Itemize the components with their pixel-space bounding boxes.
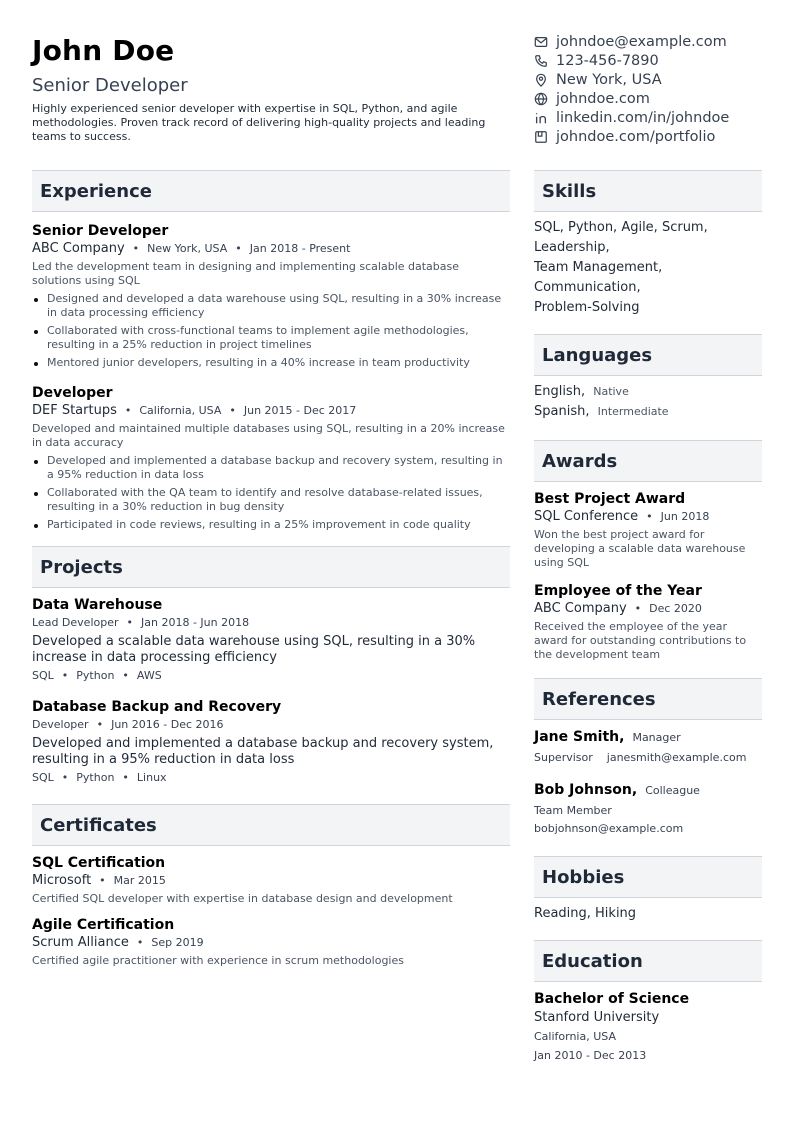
award-item	[534, 582, 762, 662]
project-description: Developed a scalable data warehouse using SQL, resulting in a 30% increase in data processing efficiency	[32, 634, 476, 665]
reference-name: Bob Johnson,	[534, 782, 638, 798]
award-issuer: ABC Company	[534, 601, 627, 616]
reference-details	[534, 820, 762, 838]
separator-dot: •	[136, 936, 144, 949]
award-date: Jun 2018	[660, 510, 710, 523]
certificate-issuer: Scrum Alliance	[32, 935, 129, 950]
job-meta	[32, 402, 510, 420]
job-dates: Jan 2018 - Present	[249, 242, 351, 255]
skills-line: Leadership,	[534, 240, 610, 255]
skills-line: Communication,	[534, 280, 641, 295]
project-meta	[32, 716, 510, 734]
education-heading: Education	[534, 940, 762, 982]
certificate-date: Sep 2019	[151, 936, 204, 949]
separator-dot: •	[634, 602, 642, 615]
contact-phone-text: 123-456-7890	[556, 52, 659, 69]
certificate-meta	[32, 934, 510, 952]
language-level: Native	[593, 385, 629, 398]
language-name: English,	[534, 384, 586, 399]
experience-item	[32, 384, 510, 532]
contact-website[interactable]	[534, 89, 774, 108]
award-name: Employee of the Year	[534, 583, 702, 599]
separator-dot: •	[122, 669, 129, 682]
job-location: New York, USA	[147, 242, 228, 255]
project-dates: Jan 2018 - Jun 2018	[141, 616, 250, 629]
certificates-heading: Certificates	[32, 804, 510, 846]
award-description: Won the best project award for developing a scalable data warehouse using SQL	[534, 528, 746, 569]
linkedin-icon	[534, 111, 548, 125]
reference-header	[534, 781, 762, 800]
project-tag: Python	[76, 669, 115, 682]
job-bullet: Participated in code reviews, resulting in a 25% improvement in code quality	[32, 518, 510, 532]
projects-heading: Projects	[32, 546, 510, 588]
contact-portfolio[interactable]	[534, 127, 774, 146]
skills-heading: Skills	[534, 170, 762, 212]
job-summary: Developed and maintained multiple databases using SQL, resulting in a 20% increase in data accuracy	[32, 422, 505, 449]
reference-header	[534, 728, 762, 747]
certificate-item	[32, 916, 510, 968]
map-pin-icon	[534, 73, 548, 87]
reference-role: Team Member	[534, 804, 612, 817]
contact-linkedin-text: linkedin.com/in/johndoe	[556, 109, 730, 126]
experience-heading: Experience	[32, 170, 510, 212]
globe-icon	[534, 92, 548, 106]
contact-linkedin[interactable]	[534, 108, 774, 127]
reference-item	[534, 781, 762, 838]
education-item	[534, 990, 762, 1066]
separator-dot: •	[61, 669, 69, 682]
job-bullet: Designed and developed a data warehouse using SQL, resulting in a 30% increase in data processing efficiency	[32, 292, 510, 320]
project-name: Database Backup and Recovery	[32, 699, 282, 715]
contact-email-text: johndoe@example.com	[556, 33, 727, 50]
certificate-meta	[32, 872, 510, 890]
project-tag: AWS	[136, 669, 162, 682]
certificate-description: Certified SQL developer with expertise in database design and development	[32, 892, 453, 905]
project-name: Data Warehouse	[32, 597, 163, 613]
project-tag: Linux	[136, 771, 167, 784]
job-bullet: Developed and implemented a database backup and recovery system, resulting in a 95% reduction in data loss	[32, 454, 510, 482]
contact-portfolio-text: johndoe.com/portfolio	[556, 128, 716, 145]
project-tag: SQL	[32, 771, 54, 784]
experience-item	[32, 222, 510, 370]
contact-email[interactable]	[534, 32, 774, 51]
project-role: Lead Developer	[32, 616, 119, 629]
language-item	[534, 402, 762, 422]
certificate-date: Mar 2015	[113, 874, 166, 887]
project-description: Developed and implemented a database backup and recovery system, resulting in a 95% reduction in data loss	[32, 736, 494, 767]
project-item	[32, 596, 510, 684]
hobbies-heading: Hobbies	[534, 856, 762, 898]
award-name: Best Project Award	[534, 491, 686, 507]
education-degree: Bachelor of Science	[534, 991, 690, 1007]
certificate-description: Certified agile practitioner with experience in scrum methodologies	[32, 954, 404, 967]
job-company: DEF Startups	[32, 403, 117, 418]
reference-email[interactable]: bobjohnson@example.com	[534, 822, 684, 835]
award-issuer: SQL Conference	[534, 509, 639, 524]
separator-dot: •	[61, 771, 69, 784]
reference-role: Supervisor	[534, 751, 593, 764]
contact-website-text: johndoe.com	[556, 90, 650, 107]
contact-phone[interactable]	[534, 51, 774, 70]
candidate-name: John Doe	[32, 34, 175, 67]
education-location: California, USA	[534, 1030, 616, 1043]
project-tag: SQL	[32, 669, 54, 682]
separator-dot: •	[99, 874, 106, 887]
award-date: Dec 2020	[649, 602, 702, 615]
project-item	[32, 698, 510, 786]
reference-name: Jane Smith,	[534, 729, 625, 745]
reference-relation: Manager	[632, 731, 681, 744]
skills-list	[534, 218, 762, 318]
job-bullets	[32, 454, 510, 532]
separator-dot: •	[96, 718, 104, 731]
education-school: Stanford University	[534, 1010, 660, 1025]
job-title: Senior Developer	[32, 223, 169, 239]
project-tags	[32, 770, 510, 786]
separator-dot: •	[124, 404, 132, 417]
languages-list	[534, 382, 762, 422]
project-tag: Python	[76, 771, 115, 784]
skills-line: SQL, Python, Agile, Scrum,	[534, 220, 708, 235]
job-summary: Led the development team in designing and implementing scalable database solutions using SQL	[32, 260, 460, 287]
education-dates: Jan 2010 - Dec 2013	[534, 1049, 647, 1062]
job-meta	[32, 240, 510, 258]
candidate-summary: Highly experienced senior developer with expertise in SQL, Python, and agile methodologies. Proven track record of delivering high-quality projects and leading teams to success.	[32, 102, 486, 143]
candidate-title: Senior Developer	[32, 75, 188, 96]
awards-heading: Awards	[534, 440, 762, 482]
contact-location-text: New York, USA	[556, 71, 662, 88]
job-bullet: Collaborated with the QA team to identify and resolve database-related issues, resulting in a 30% reduction in bug density	[32, 486, 510, 514]
skills-line: Problem-Solving	[534, 300, 640, 315]
separator-dot: •	[646, 510, 653, 523]
references-heading: References	[534, 678, 762, 720]
certificate-name: SQL Certification	[32, 855, 166, 871]
job-company: ABC Company	[32, 241, 125, 256]
certificate-item	[32, 854, 510, 906]
phone-icon	[534, 54, 548, 68]
award-meta	[534, 508, 762, 526]
reference-details	[534, 802, 762, 820]
project-role: Developer	[32, 718, 89, 731]
job-location: California, USA	[139, 404, 222, 417]
languages-heading: Languages	[534, 334, 762, 376]
project-dates: Jun 2016 - Dec 2016	[111, 718, 224, 731]
contact-block	[534, 32, 774, 146]
job-title: Developer	[32, 385, 113, 401]
hobbies-list: Reading, Hiking	[534, 906, 637, 921]
project-meta	[32, 614, 510, 632]
language-name: Spanish,	[534, 404, 590, 419]
contact-location	[534, 70, 774, 89]
reference-details	[534, 749, 762, 767]
job-bullet: Collaborated with cross-functional teams to implement agile methodologies, resulting in a 25% reduction in project timelines	[32, 324, 510, 352]
certificate-issuer: Microsoft	[32, 873, 92, 888]
separator-dot: •	[132, 242, 140, 255]
award-meta	[534, 600, 762, 618]
resume-header	[32, 34, 510, 144]
skills-line: Team Management,	[534, 260, 663, 275]
separator-dot: •	[235, 242, 242, 255]
reference-item	[534, 728, 762, 767]
language-item	[534, 382, 762, 402]
side-column	[534, 170, 762, 1066]
language-level: Intermediate	[597, 405, 669, 418]
mail-icon	[534, 35, 548, 49]
job-bullet: Mentored junior developers, resulting in a 40% increase in team productivity	[32, 356, 510, 370]
separator-dot: •	[126, 616, 133, 629]
project-tags	[32, 668, 510, 684]
award-description: Received the employee of the year award for outstanding contributions to the development team	[534, 620, 747, 661]
main-column	[32, 170, 510, 968]
reference-relation: Colleague	[645, 784, 700, 797]
job-bullets	[32, 292, 510, 370]
job-dates: Jun 2015 - Dec 2017	[243, 404, 357, 417]
certificate-name: Agile Certification	[32, 917, 175, 933]
separator-dot: •	[122, 771, 129, 784]
reference-email[interactable]: janesmith@example.com	[606, 751, 747, 764]
award-item	[534, 490, 762, 570]
separator-dot: •	[229, 404, 236, 417]
portfolio-icon	[534, 130, 548, 144]
